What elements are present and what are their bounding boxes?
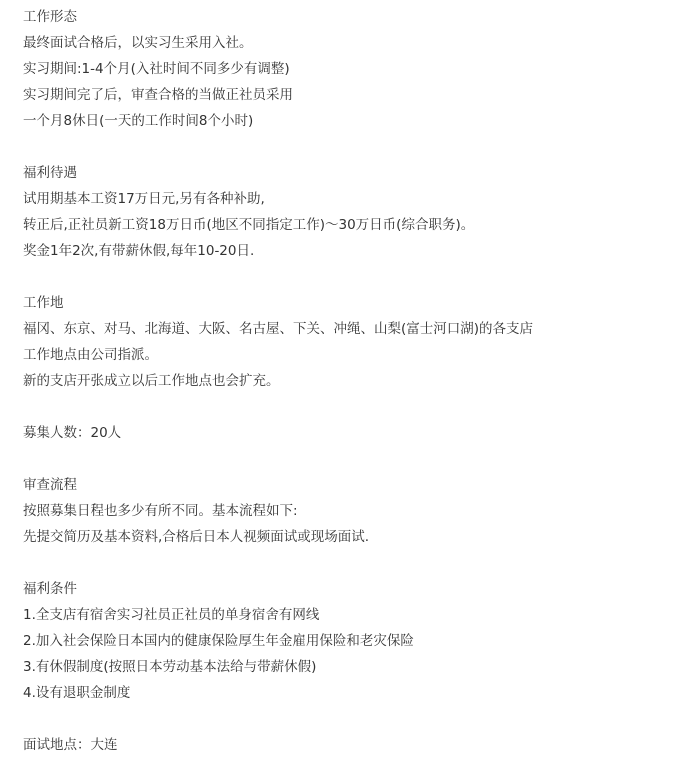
- benefits-line-3: 奖金1年2次,有带薪休假,每年10-20日.: [23, 243, 255, 259]
- workplace-line-2: 工作地点由公司指派。: [23, 347, 158, 363]
- spacer: [23, 264, 681, 290]
- section-heading-work-form: 工作形态: [23, 9, 77, 25]
- welfare-conditions-line-1: 1.全支店有宿舍实习社员正社员的单身宿舍有网线: [23, 607, 320, 623]
- work-form-line-2: 实习期间:1-4个月(入社时间不同多少有调整): [23, 61, 290, 77]
- welfare-conditions-line-3: 3.有休假制度(按照日本劳动基本法给与带薪休假): [23, 659, 317, 675]
- work-form-line-3: 实习期间完了后，审查合格的当做正社员采用: [23, 87, 293, 103]
- review-process-line-2: 先提交简历及基本资料,合格后日本人视频面试或现场面试.: [23, 529, 370, 545]
- review-process-line-1: 按照募集日程也多少有所不同。基本流程如下:: [23, 503, 298, 519]
- workplace-line-1: 福冈、东京、对马、北海道、大阪、名古屋、下关、冲绳、山梨(富士河口湖)的各支店: [23, 321, 534, 337]
- recruit-count: 募集人数：20人: [23, 425, 122, 441]
- work-form-line-4: 一个月8休日(一天的工作时间8个小时): [23, 113, 254, 129]
- interview-location: 面试地点：大连: [23, 737, 118, 753]
- workplace-line-3: 新的支店开张成立以后工作地点也会扩充。: [23, 373, 280, 389]
- welfare-conditions-line-2: 2.加入社会保险日本国内的健康保险厚生年金雇用保险和老灾保险: [23, 633, 414, 649]
- spacer: [23, 446, 681, 472]
- benefits-line-2: 转正后,正社员新工资18万日币(地区不同指定工作)～30万日币(综合职务)。: [23, 217, 475, 233]
- spacer: [23, 134, 681, 160]
- section-heading-workplace: 工作地: [23, 295, 64, 311]
- spacer: [23, 394, 681, 420]
- section-heading-welfare-conditions: 福利条件: [23, 581, 77, 597]
- welfare-conditions-line-4: 4.设有退职金制度: [23, 685, 131, 701]
- spacer: [23, 706, 681, 732]
- section-heading-review-process: 审查流程: [23, 477, 77, 493]
- section-heading-benefits: 福利待遇: [23, 165, 77, 181]
- work-form-line-1: 最终面试合格后，以实习生采用入社。: [23, 35, 253, 51]
- spacer: [23, 550, 681, 576]
- benefits-line-1: 试用期基本工资17万日元,另有各种补助,: [23, 191, 265, 207]
